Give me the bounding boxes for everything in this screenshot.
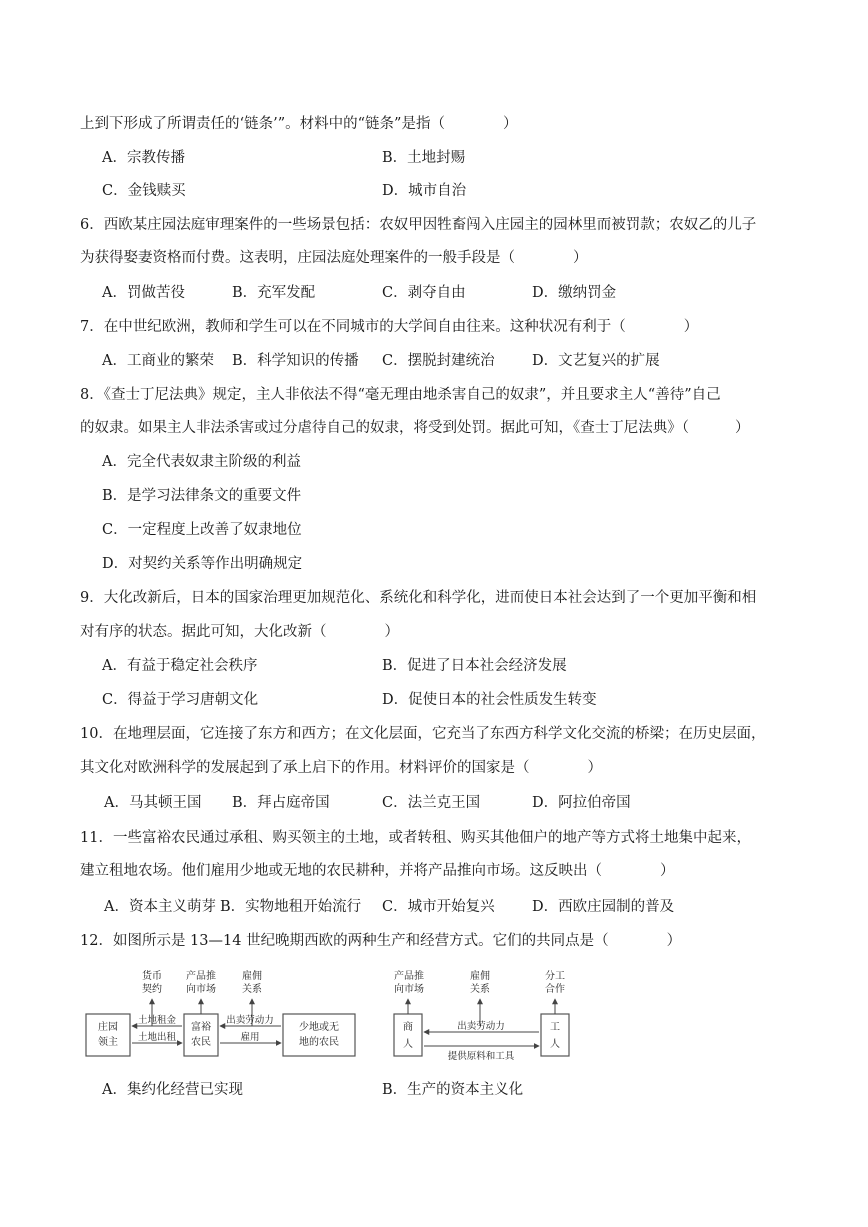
- q5-stem-text: 上到下形成了所谓责任的‘链条’”。材料中的“链条”是指（: [80, 116, 445, 132]
- q11-option-c: C．城市开始复兴: [382, 899, 495, 915]
- q7-option-c: C．摆脱封建统治: [382, 353, 495, 369]
- q6-stem-line1: 6．西欧某庄园法庭审理案件的一些场景包括：农奴甲因牲畜闯入庄园主的园林里而被罚款；农奴乙的儿子: [80, 217, 757, 233]
- q6-stem-text: 为获得娶妻资格而付费。这表明，庄园法庭处理案件的一般手段是（: [80, 250, 515, 266]
- q8-paren-close: ）: [735, 420, 750, 436]
- box-manor-lord: [86, 1014, 130, 1056]
- q7-option-d: D．文艺复兴的扩展: [532, 353, 660, 369]
- q5-stem: [80, 114, 517, 134]
- q7-stem-text: 7．在中世纪欧洲，教师和学生可以在不同城市的大学间自由往来。这种状况有利于（: [80, 319, 626, 335]
- q8-option-b: B．是学习法律条文的重要文件: [102, 488, 302, 504]
- box-manor-l2: 领主: [98, 1037, 118, 1048]
- q12-option-a: A．集约化经营已实现: [102, 1082, 243, 1098]
- q10-stem-text: 其文化对欧洲科学的发展起到了承上启下的作用。材料评价的国家是（: [80, 760, 530, 776]
- q8-stem-line1: 8．《查士丁尼法典》规定，主人非依法不得“毫无理由地杀害自己的奴隶”，并且要求主人“善待”自己: [80, 387, 721, 403]
- top-contract-l1: 货币: [142, 971, 162, 982]
- q11-stem-text: 建立租地农场。他们雇用少地或无地的农民耕种，并将产品推向市场。这反映出（: [80, 863, 602, 879]
- q8-option-a: A．完全代表奴隶主阶级的利益: [102, 454, 301, 470]
- q9-option-b: B．促进了日本社会经济发展: [382, 658, 567, 674]
- q10-stem-line2: [80, 758, 602, 778]
- top-hire-r-l1: 雇佣: [470, 971, 490, 982]
- q12-paren-close: ）: [666, 933, 682, 949]
- q6-option-c: C．剥夺自由: [382, 285, 466, 301]
- diagram-right: [385, 962, 585, 1067]
- q9-stem-text: 对有序的状态。据此可知，大化改新（: [80, 624, 327, 640]
- top-market-r-l2: 向市场: [394, 984, 424, 995]
- box-worker-l2: 人: [550, 1039, 560, 1050]
- q11-paren-close: ）: [660, 863, 675, 879]
- box-poor-l1: 少地或无: [299, 1022, 339, 1033]
- top-contract-l2: 契约: [142, 984, 162, 995]
- box-farmer-l1: 富裕: [191, 1022, 211, 1033]
- q5-option-d: D．城市自治: [382, 183, 467, 199]
- q11-option-d: D．西欧庄园制的普及: [532, 899, 675, 915]
- top-hire-l2: 关系: [242, 984, 262, 995]
- q8-option-c: C．一定程度上改善了奴隶地位: [102, 522, 302, 538]
- box-poor-l2: 地的农民: [299, 1037, 339, 1048]
- q9-option-c: C．得益于学习唐朝文化: [102, 692, 259, 708]
- q6-option-a: A．罚做苦役: [102, 285, 185, 301]
- q10-option-b: B．拜占庭帝国: [232, 795, 330, 811]
- label-employ: 雇用: [240, 1032, 260, 1043]
- q7-paren-close: ）: [683, 319, 699, 335]
- q6-option-b: B．充军发配: [232, 285, 316, 301]
- label-supply: 提供原料和工具: [447, 1051, 515, 1062]
- box-farmer-l2: 农民: [191, 1037, 211, 1048]
- q8-stem-line2: [80, 418, 750, 438]
- q9-option-a: A．有益于稳定社会秩序: [102, 658, 258, 674]
- q10-paren-close: ）: [587, 760, 602, 776]
- q11-option-a: A．资本主义萌芽: [104, 899, 216, 915]
- top-market-l1: 产品推: [186, 971, 216, 982]
- q10-option-d: D．阿拉伯帝国: [532, 795, 631, 811]
- q10-option-c: C．法兰克王国: [382, 795, 481, 811]
- q5-paren-close: ）: [502, 116, 518, 132]
- q9-paren-close: ）: [384, 624, 399, 640]
- q9-option-d: D．促使日本的社会性质发生转变: [382, 692, 597, 708]
- q9-stem-line1: 9．大化改新后，日本的国家治理更加规范化、系统化和科学化，进而使日本社会达到了一个更加平衡和相: [80, 590, 757, 606]
- diagram-left: [80, 962, 370, 1067]
- box-manor-l1: 庄园: [98, 1022, 118, 1033]
- q5-option-c: C．金钱赎买: [102, 183, 186, 199]
- top-division-l2: 合作: [545, 984, 565, 995]
- q7-option-a: A．工商业的繁荣: [102, 353, 214, 369]
- box-poor-farmer: [283, 1014, 355, 1056]
- q6-option-d: D．缴纳罚金: [532, 285, 617, 301]
- q8-option-d: D．对契约关系等作出明确规定: [102, 556, 303, 572]
- q12-option-b: B．生产的资本主义化: [382, 1082, 524, 1098]
- q11-stem-line1: 11．一些富裕农民通过承租、购买领主的土地，或者转租、购买其他佃户的地产等方式将土地集中起来，: [80, 830, 751, 846]
- box-merchant-l1: 商: [403, 1022, 413, 1033]
- q12-stem-text: 12．如图所示是 13—14 世纪晚期西欧的两种生产和经营方式。它们的共同点是（: [80, 933, 609, 949]
- q5-option-a: A．宗教传播: [102, 150, 185, 166]
- top-hire-l1: 雇佣: [242, 971, 262, 982]
- q6-stem-line2: [80, 248, 588, 268]
- top-market-l2: 向市场: [186, 984, 216, 995]
- box-merchant-l2: 人: [403, 1039, 413, 1050]
- q11-option-b: B．实物地租开始流行: [220, 899, 362, 915]
- q7-stem: [80, 317, 698, 337]
- q5-option-b: B．土地封赐: [382, 150, 466, 166]
- label-rent: 土地租金: [137, 1015, 177, 1026]
- q11-stem-line2: [80, 861, 675, 881]
- box-worker-l1: 工: [550, 1022, 560, 1033]
- label-labor: 出卖劳动力: [226, 1015, 274, 1026]
- q6-paren-close: ）: [573, 250, 588, 266]
- top-hire-r-l2: 关系: [470, 984, 490, 995]
- top-market-r-l1: 产品推: [394, 971, 424, 982]
- label-lease: 土地出租: [137, 1032, 177, 1043]
- q9-stem-line2: [80, 622, 399, 642]
- label-labor-r: 出卖劳动力: [457, 1021, 505, 1032]
- box-rich-farmer: [184, 1014, 218, 1056]
- top-division-l1: 分工: [545, 971, 565, 982]
- q10-option-a: A．马其顿王国: [104, 795, 202, 811]
- q7-option-b: B．科学知识的传播: [232, 353, 359, 369]
- q12-stem: [80, 931, 681, 951]
- q8-stem-text: 的奴隶。如果主人非法杀害或过分虐待自己的奴隶，将受到处罚。据此可知，《查士丁尼法典》（: [80, 420, 689, 436]
- q10-stem-line1: 10．在地理层面，它连接了东方和西方；在文化层面，它充当了东西方科学文化交流的桥梁；在历史层面，: [80, 726, 766, 742]
